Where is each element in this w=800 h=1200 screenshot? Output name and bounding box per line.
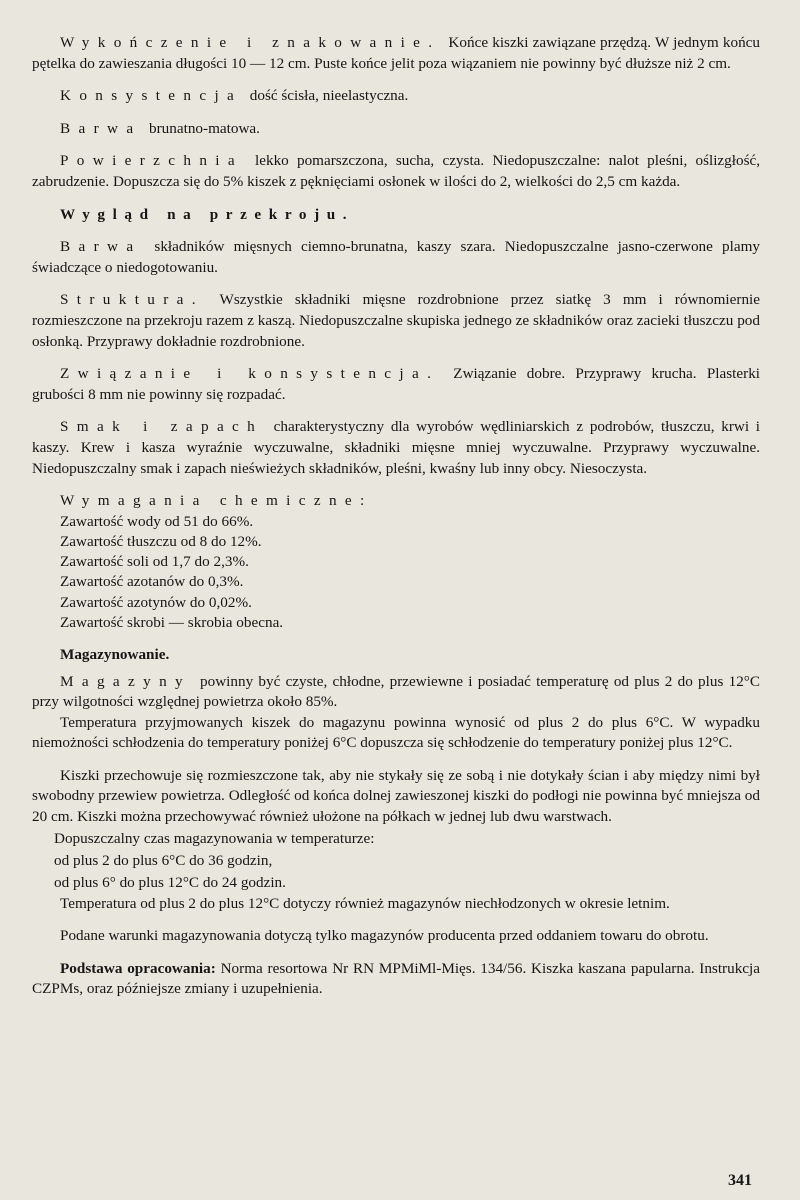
finish-text: Końce kiszki zawiązane przędzą. W jednym końcu pętelka do zawieszania długości 10 — 12 cm. Puste końce jelit poza wiązaniem nie powinny być dłuższe niż 2 cm. [32, 34, 761, 72]
chemical-list [32, 512, 760, 633]
cs-color-heading: Barwa [60, 238, 142, 256]
surface-paragraph [32, 151, 760, 192]
storage-p1-text: powinny być czyste, chłodne, przewiewne i posiadać temperaturę od plus 2 do plus 12°C przy wilgotności względnej powietrza około 85%. [32, 672, 760, 711]
structure-heading: Struktura. [60, 291, 204, 309]
storage-p1-heading: Magazyny [60, 672, 191, 690]
structure-paragraph [32, 290, 760, 352]
chemical-item: Zawartość skrobi — skrobia obecna. [60, 613, 284, 631]
storage-time-2: od plus 6° do plus 12°C do 24 godzin. [54, 873, 286, 891]
storage-p3: Kiszki przechowuje się rozmieszczone tak, aby nie stykały się ze sobą i nie dotykały ścian i aby między nimi był swobodny przewiew powietrza. Odległość od końca dolnej zawieszonej kiszki do podłogi nie powinna być mniejsza od 20 cm. Kiszki można przechowywać również ułożone na półkach w jednej lub dwu warstwach. [32, 766, 760, 826]
chemical-item: Zawartość azotanów do 0,3%. [60, 573, 244, 591]
color-heading: Barwa [60, 119, 142, 137]
storage-time-block [32, 828, 760, 894]
basis-text: Norma resortowa Nr RN MPMiMl-Mięs. 134/56. Kiszka kaszana papularna. Instrukcja CZPMs, oraz późniejsze zmiany i uzupełnienia. [32, 959, 761, 998]
finish-heading: Wykończenie i znakowanie. [60, 34, 441, 51]
basis-paragraph [32, 959, 760, 1000]
page-number: 341 [728, 1172, 752, 1190]
surface-heading: Powierzchnia [60, 152, 243, 170]
cs-color-paragraph [32, 237, 760, 278]
color-text: brunatno-matowa. [149, 119, 260, 137]
storage-p2: Temperatura przyjmowanych kiszek do magazynu powinna wynosić od plus 2 do plus 6°C. W wypadku niemożności schłodzenia do temperatury poniżej 6°C dopuszcza się schłodzenie do temperatury poniżej plus 12°C. [32, 713, 760, 752]
chemical-item: Zawartość azotynów do 0,02%. [60, 593, 252, 611]
chemical-heading-paragraph [32, 491, 760, 512]
storage-time-intro: Dopuszczalny czas magazynowania w temperaturze: [54, 829, 375, 847]
storage-p1 [32, 672, 760, 713]
consistency-paragraph [32, 86, 760, 107]
cs-color-text: składników mięsnych ciemno-brunatna, kaszy szara. Niedopuszczalne jasno-czerwone plamy świadczące o niedogotowaniu. [32, 238, 761, 276]
storage-p5: Podane warunki magazynowania dotyczą tylko magazynów producenta przed oddaniem towaru do obrotu. [60, 927, 709, 945]
binding-text: Związanie dobre. Przyprawy krucha. Plasterki grubości 8 mm nie powinny się rozpadać. [32, 365, 761, 403]
surface-text: lekko pomarszczona, sucha, czysta. Niedopuszczalne: nalot pleśni, oślizgłość, zabrudzenie. Dopuszcza się do 5% kiszek z pęknięciami osłonek w ilości do 2, wielkości do 2,5 cm każda. [32, 152, 761, 190]
basis-heading: Podstawa opracowania: [60, 959, 216, 977]
finish-paragraph [32, 33, 760, 74]
taste-heading: Smak i zapach [60, 418, 264, 436]
color-paragraph [32, 119, 760, 140]
chemical-heading: Wymagania chemiczne: [60, 492, 373, 510]
chemical-item: Zawartość wody od 51 do 66%. [60, 512, 254, 530]
cross-section-heading: Wygląd na przekroju. [60, 205, 355, 223]
storage-time-1: od plus 2 do plus 6°C do 36 godzin, [54, 851, 273, 869]
storage-p4: Temperatura od plus 2 do plus 12°C dotyczy również magazynów niechłodzonych w okresie letnim. [60, 894, 670, 912]
chemical-item: Zawartość tłuszczu od 8 do 12%. [60, 532, 262, 550]
taste-paragraph [32, 417, 760, 479]
chemical-item: Zawartość soli od 1,7 do 2,3%. [60, 553, 249, 571]
structure-text: Wszystkie składniki mięsne rozdrobnione przez siatkę 3 mm i równomiernie rozmieszczone na przekroju razem z kaszą. Niedopuszczalne skupiska jednego ze składników oraz zacieki tłuszczu pod osłonką. Przyprawy dokładnie rozdrobnione. [32, 291, 760, 350]
binding-paragraph [32, 364, 760, 405]
binding-heading: Związanie i konsystencja. [60, 365, 440, 383]
taste-text: charakterystyczny dla wyrobów wędliniarskich z podrobów, tłuszczu, krwi i kaszy. Krew i kasza wyraźnie wyczuwalne, składniki mięsne mniej wyczuwalne. Przyprawy wyczuwalne. Niedopuszczalny smak i zapach nieświeżych składników, pleśni, kwaśny lub inny obcy. Niesoczysta. [32, 418, 761, 477]
storage-heading-paragraph [32, 645, 760, 666]
cross-section-paragraph [32, 205, 760, 226]
consistency-heading: Konsystencja [60, 87, 243, 105]
storage-heading: Magazynowanie. [60, 645, 170, 663]
consistency-text: dość ścisła, nieelastyczna. [249, 87, 409, 105]
